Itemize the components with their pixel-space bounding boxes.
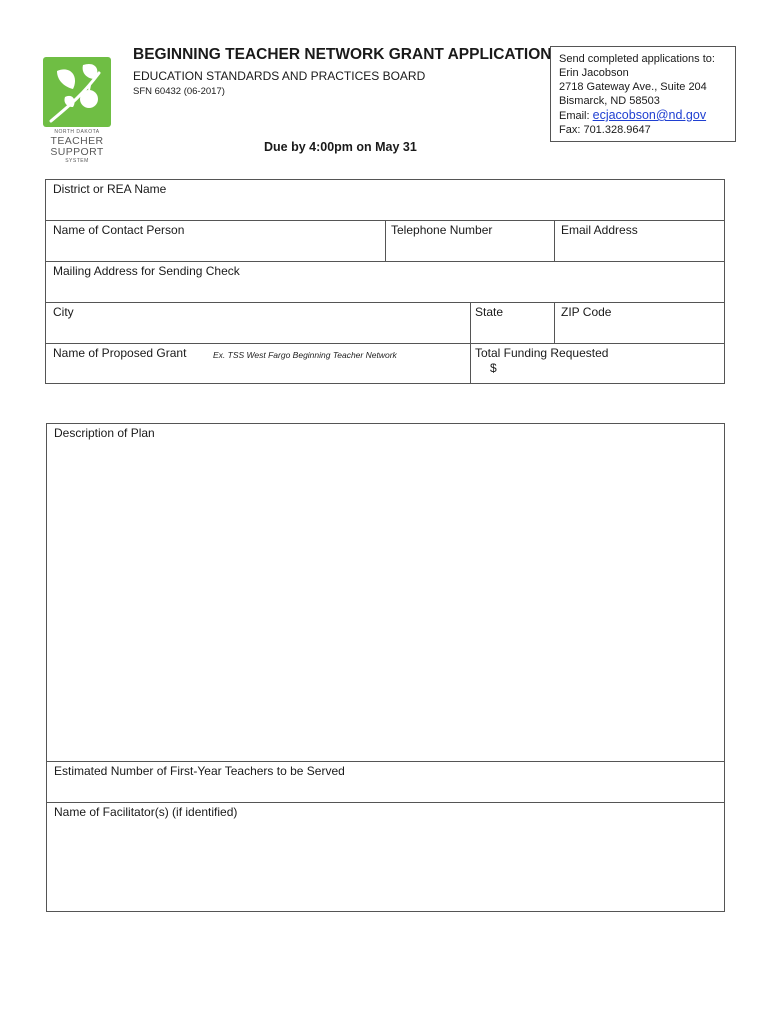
plan-description-field[interactable]: Description of Plan (54, 426, 155, 440)
email-address-field[interactable]: Email Address (561, 223, 638, 237)
due-date: Due by 4:00pm on May 31 (264, 140, 417, 154)
city-field[interactable]: City (53, 305, 74, 319)
logo-line-support: SUPPORT (50, 146, 104, 158)
email-link[interactable]: ecjacobson@nd.gov (592, 108, 707, 122)
telephone-field[interactable]: Telephone Number (391, 223, 493, 237)
dollar-sign: $ (490, 361, 497, 375)
teacher-count-field[interactable]: Estimated Number of First-Year Teachers to be Served (54, 764, 345, 778)
logo-line-system: SYSTEM (65, 158, 89, 164)
logo-line-teacher: TEACHER (50, 135, 104, 147)
contact-person-field[interactable]: Name of Contact Person (53, 223, 185, 237)
apple-branch-icon (43, 57, 111, 127)
board-name: EDUCATION STANDARDS AND PRACTICES BOARD (133, 69, 426, 83)
funding-requested-field[interactable]: Total Funding Requested (475, 346, 609, 360)
zip-code-field[interactable]: ZIP Code (561, 305, 612, 319)
send-to-fax: Fax: 701.328.9647 (559, 124, 651, 136)
form-title: BEGINNING TEACHER NETWORK GRANT APPLICATION (133, 46, 552, 63)
proposed-grant-field[interactable]: Name of Proposed Grant (53, 346, 187, 360)
send-to-name: Erin Jacobson (559, 67, 629, 79)
grant-name-example: Ex. TSS West Fargo Beginning Teacher Network (213, 350, 397, 360)
applicant-info-table (45, 179, 725, 384)
facilitator-field[interactable]: Name of Facilitator(s) (if identified) (54, 805, 238, 819)
send-to-street: 2718 Gateway Ave., Suite 204 (559, 81, 707, 93)
mailing-address-field[interactable]: Mailing Address for Sending Check (53, 264, 240, 278)
send-to-email-line (559, 108, 735, 123)
state-field[interactable]: State (475, 305, 504, 319)
district-field[interactable]: District or REA Name (53, 182, 167, 196)
form-number: SFN 60432 (06-2017) (133, 86, 225, 97)
plan-table (46, 423, 725, 912)
logo-wordmark (38, 129, 116, 165)
send-to-box (550, 46, 736, 142)
email-label: Email: (559, 110, 593, 122)
logo-line-state: NORTH DAKOTA (54, 129, 100, 135)
send-to-heading: Send completed applications to: (559, 53, 715, 65)
teacher-support-logo (43, 57, 111, 127)
send-to-city: Bismarck, ND 58503 (559, 95, 660, 107)
